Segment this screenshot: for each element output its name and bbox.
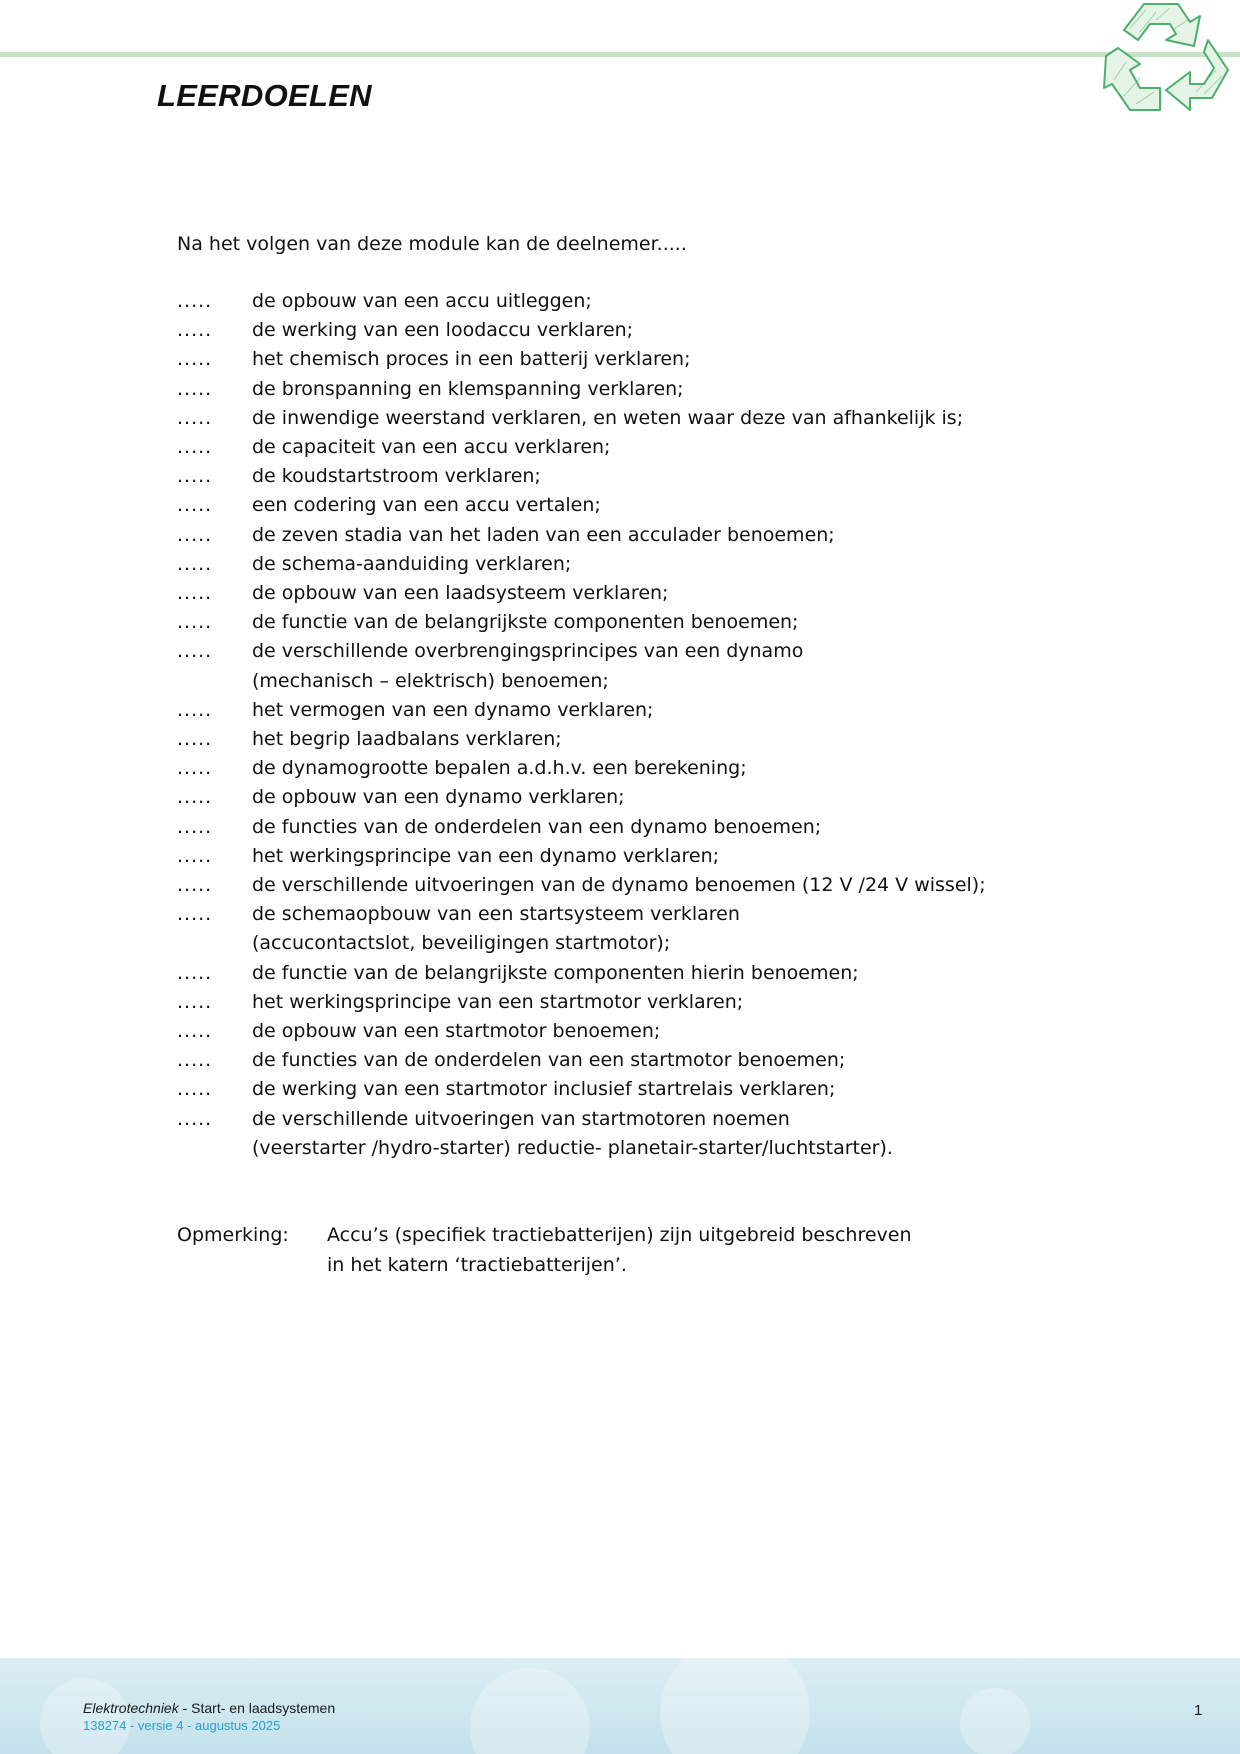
- list-item: [177, 1046, 986, 1075]
- list-item: [177, 637, 986, 695]
- footer-bubble-decoration: [40, 1678, 130, 1754]
- page-title: LEERDOELEN: [157, 78, 372, 113]
- list-item: [177, 783, 986, 812]
- list-bullet: .....: [177, 523, 213, 546]
- list-bullet: .....: [177, 611, 213, 634]
- list-bullet: .....: [177, 348, 213, 371]
- list-bullet: .....: [177, 1049, 213, 1072]
- list-bullet: .....: [177, 990, 213, 1013]
- list-bullet: .....: [177, 582, 213, 605]
- list-bullet: .....: [177, 1078, 213, 1101]
- remark-text: Accu’s (specifiek tractiebatterijen) zijn uitgebreid beschreven in het katern ‘tractiebatterijen’.: [327, 1224, 912, 1276]
- list-item-text: de verschillende overbrengingsprincipes van een dynamo (mechanisch – elektrisch) benoemen;: [252, 640, 804, 692]
- list-item-text: de capaciteit van een accu verklaren;: [252, 436, 611, 459]
- list-item-text: de inwendige weerstand verklaren, en weten waar deze van afhankelijk is;: [252, 406, 964, 429]
- list-item-text: het begrip laadbalans verklaren;: [252, 728, 562, 751]
- list-item-text: de schema-aanduiding verklaren;: [252, 552, 572, 575]
- header-rule: [0, 52, 1240, 57]
- list-bullet: .....: [177, 552, 213, 575]
- list-item: [177, 521, 986, 550]
- list-item-text: de bronspanning en klemspanning verklaren;: [252, 377, 684, 400]
- footer-subtitle: - Start- en laadsystemen: [178, 1700, 336, 1716]
- list-item-text: de verschillende uitvoeringen van startmotoren noemen (veerstarter /hydro-starter) reductie- planetair-starter/luchtstarter).: [252, 1107, 893, 1159]
- list-item: [177, 491, 986, 520]
- list-bullet: .....: [177, 1107, 213, 1130]
- list-item: [177, 696, 986, 725]
- list-item: [177, 754, 986, 783]
- list-item: [177, 345, 986, 374]
- list-item-text: de werking van een startmotor inclusief startrelais verklaren;: [252, 1078, 836, 1101]
- footer-bubble-decoration: [470, 1668, 590, 1754]
- list-item: [177, 375, 986, 404]
- list-item-text: het vermogen van een dynamo verklaren;: [252, 698, 654, 721]
- remark-label: Opmerking:: [177, 1224, 289, 1246]
- list-bullet: .....: [177, 903, 213, 926]
- list-item: [177, 579, 986, 608]
- list-item: [177, 316, 986, 345]
- list-item-text: de opbouw van een dynamo verklaren;: [252, 786, 625, 809]
- list-bullet: .....: [177, 961, 213, 984]
- list-bullet: .....: [177, 698, 213, 721]
- list-item-text: de opbouw van een accu uitleggen;: [252, 290, 592, 312]
- list-item-text: de opbouw van een startmotor benoemen;: [252, 1020, 661, 1043]
- list-bullet: .....: [177, 465, 213, 488]
- list-item: [177, 900, 986, 958]
- list-item: [177, 871, 986, 900]
- list-bullet: .....: [177, 844, 213, 867]
- list-item-text: het werkingsprincipe van een dynamo verklaren;: [252, 844, 720, 867]
- list-bullet: .....: [177, 874, 213, 897]
- list-bullet: .....: [177, 640, 213, 663]
- recycle-icon: [1100, 0, 1240, 118]
- list-item-text: het werkingsprincipe van een startmotor verklaren;: [252, 990, 744, 1013]
- list-item: [177, 988, 986, 1017]
- list-bullet: .....: [177, 406, 213, 429]
- list-bullet: .....: [177, 290, 213, 312]
- footer-version: 138274 - versie 4 - augustus 2025: [83, 1718, 281, 1733]
- list-item-text: de functies van de onderdelen van een dynamo benoemen;: [252, 815, 822, 838]
- list-item-text: de functies van de onderdelen van een startmotor benoemen;: [252, 1049, 846, 1072]
- learning-goals-list: [177, 287, 986, 1163]
- list-item: [177, 842, 986, 871]
- footer-bubble-decoration: [660, 1658, 810, 1754]
- list-item: [177, 433, 986, 462]
- list-item-text: de schemaopbouw van een startsysteem verklaren (accucontactslot, beveiligingen startmotor);: [252, 903, 740, 955]
- list-item: [177, 959, 986, 988]
- list-bullet: .....: [177, 815, 213, 838]
- page-footer: [0, 1658, 1240, 1754]
- list-bullet: .....: [177, 377, 213, 400]
- list-item: [177, 404, 986, 433]
- footer-title: [83, 1700, 335, 1716]
- list-item: [177, 813, 986, 842]
- list-item: [177, 1017, 986, 1046]
- list-bullet: .....: [177, 786, 213, 809]
- list-item-text: het chemisch proces in een batterij verklaren;: [252, 348, 691, 371]
- page-number: 1: [1194, 1702, 1203, 1719]
- list-item: [177, 462, 986, 491]
- list-item-text: de functie van de belangrijkste componenten benoemen;: [252, 611, 799, 634]
- remark: [177, 1221, 912, 1280]
- list-item: [177, 608, 986, 637]
- list-bullet: .....: [177, 494, 213, 517]
- list-item-text: een codering van een accu vertalen;: [252, 494, 601, 517]
- list-bullet: .....: [177, 319, 213, 342]
- list-item-text: de koudstartstroom verklaren;: [252, 465, 541, 488]
- list-item: [177, 287, 986, 316]
- footer-bubble-decoration: [960, 1688, 1030, 1754]
- list-bullet: .....: [177, 436, 213, 459]
- list-item-text: de dynamogrootte bepalen a.d.h.v. een berekening;: [252, 757, 747, 780]
- list-item-text: de opbouw van een laadsysteem verklaren;: [252, 582, 669, 605]
- list-item-text: de verschillende uitvoeringen van de dynamo benoemen (12 V /24 V wissel);: [252, 874, 986, 897]
- list-bullet: .....: [177, 1020, 213, 1043]
- list-bullet: .....: [177, 728, 213, 751]
- intro-text: Na het volgen van deze module kan de deelnemer.....: [177, 233, 687, 255]
- footer-subject: Elektrotechniek: [83, 1700, 179, 1716]
- list-item-text: de werking van een loodaccu verklaren;: [252, 319, 634, 342]
- list-item: [177, 725, 986, 754]
- list-bullet: .....: [177, 757, 213, 780]
- list-item: [177, 1075, 986, 1104]
- list-item: [177, 1105, 986, 1163]
- list-item-text: de zeven stadia van het laden van een acculader benoemen;: [252, 523, 835, 546]
- list-item-text: de functie van de belangrijkste componenten hierin benoemen;: [252, 961, 859, 984]
- list-item: [177, 550, 986, 579]
